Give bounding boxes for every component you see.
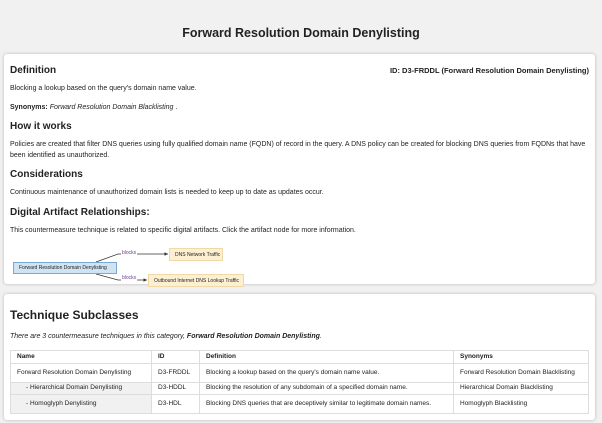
considerations-text: Continuous maintenance of unauthorized domain lists is needed to keep up to date as updates occur.: [10, 189, 324, 196]
subclasses-table: [10, 350, 589, 414]
row-synonyms: Forward Resolution Domain Blacklisting: [454, 363, 589, 382]
row-name-link[interactable]: - Hierarchical Domain Denylisting: [11, 382, 152, 394]
col-id: ID: [152, 350, 200, 363]
subclasses-heading: Technique Subclasses: [10, 308, 139, 322]
row-synonyms: Hierarchical Domain Blacklisting: [454, 382, 589, 394]
source-technique-node[interactable]: Forward Resolution Domain Denylisting: [13, 262, 117, 274]
edge-label-blocks: blocks: [122, 275, 137, 281]
row-definition: Blocking the resolution of any subdomain of a specified domain name.: [200, 382, 454, 394]
row-id: D3-HDDL: [152, 382, 200, 394]
definition-header: [10, 65, 589, 76]
technique-id-label: ID: D3-FRDDL (Forward Resolution Domain Denylisting): [389, 66, 589, 75]
row-definition: Blocking DNS queries that are deceptively similar to legitimate domain names.: [200, 394, 454, 413]
considerations-heading: Considerations: [10, 169, 83, 180]
intro-technique-name: Forward Resolution Domain Denylisting: [186, 333, 320, 340]
row-id: D3-HDL: [152, 394, 200, 413]
intro-end: .: [319, 333, 322, 340]
synonyms-label: Synonyms:: [10, 103, 48, 111]
how-it-works-heading: How it works: [10, 121, 72, 132]
subclasses-intro: [10, 332, 589, 343]
col-definition: Definition: [200, 350, 454, 363]
artifacts-text: This countermeasure technique is related to specific digital artifacts. Click the artifact node for more information.: [10, 226, 356, 234]
synonyms-line: [10, 103, 589, 114]
definition-text: Blocking a lookup based on the query's domain name value.: [10, 85, 197, 92]
table-row: [11, 382, 589, 394]
row-synonyms: Homoglyph Blacklisting: [454, 394, 589, 413]
row-id: D3-FRDDL: [152, 363, 200, 382]
synonyms-end: .: [175, 103, 178, 111]
row-name-link[interactable]: Forward Resolution Domain Denylisting: [11, 363, 152, 382]
artifacts-heading: Digital Artifact Relationships:: [10, 206, 150, 218]
table-header-row: [11, 350, 589, 363]
artifact-node-dns-network-traffic[interactable]: DNS Network Traffic: [169, 248, 223, 261]
intro-prefix: There are 3 countermeasure techniques in this category,: [10, 333, 185, 340]
row-definition: Blocking a lookup based on the query's domain name value.: [200, 363, 454, 382]
synonyms-value: Forward Resolution Domain Blacklisting: [49, 103, 174, 111]
col-name: Name: [11, 350, 152, 363]
edge-label-blocks: blocks: [122, 250, 137, 256]
col-synonyms: Synonyms: [454, 350, 589, 363]
table-row: [11, 363, 589, 382]
how-it-works-text: Policies are created that filter DNS queries using fully qualified domain name (FQDN) of record in the query. A DNS policy can be created for blocking DNS queries from FQDNs that have been identified as unauthorized.: [10, 141, 586, 159]
row-name-link[interactable]: - Homoglyph Denylisting: [11, 394, 152, 413]
definition-card: [4, 54, 595, 284]
subclasses-card: [4, 294, 595, 420]
page-title: Forward Resolution Domain Denylisting: [182, 26, 420, 40]
definition-heading: Definition: [10, 65, 57, 76]
artifact-node-outbound-dns-lookup[interactable]: Outbound Internet DNS Lookup Traffic: [148, 274, 244, 287]
table-row: [11, 394, 589, 413]
